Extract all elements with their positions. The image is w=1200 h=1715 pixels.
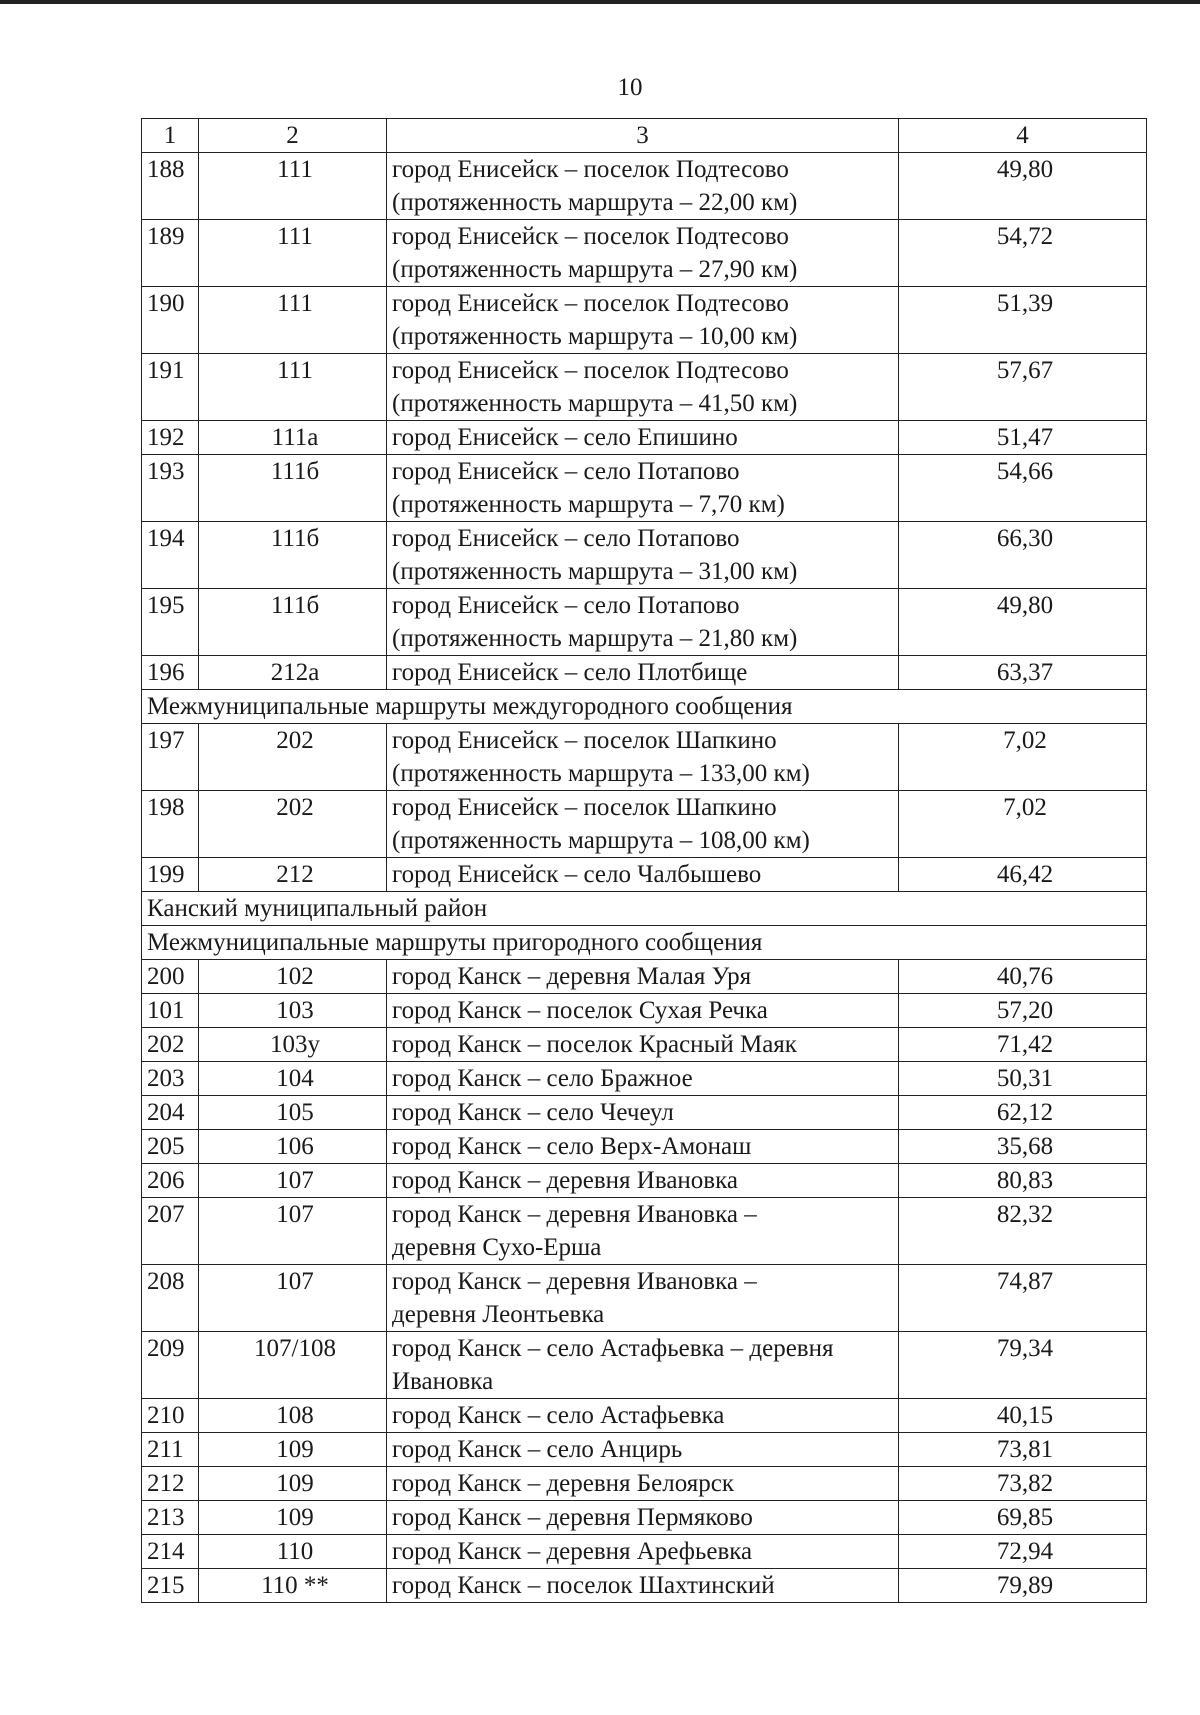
route-number-cell: 110 **	[199, 1569, 387, 1603]
table-row	[142, 1501, 1147, 1535]
table-row	[142, 1096, 1147, 1130]
route-description-line: город Енисейск – поселок Шапкино	[392, 727, 777, 754]
tariff-value-cell: 46,42	[899, 858, 1147, 892]
route-number-cell: 111б	[199, 455, 387, 522]
route-description-line: (протяженность маршрута – 21,80 км)	[392, 625, 798, 652]
route-description-line: город Енисейск – село Потапово	[392, 525, 740, 552]
route-description-cell	[387, 724, 899, 791]
route-description-line: город Канск – деревня Ивановка –	[392, 1268, 757, 1295]
tariff-value-cell: 51,47	[899, 421, 1147, 455]
tariff-value-cell: 71,42	[899, 1028, 1147, 1062]
route-description-line: город Канск – село Астафьевка	[392, 1402, 725, 1429]
row-number-cell: 208	[142, 1265, 199, 1332]
route-description-line: (протяженность маршрута – 41,50 км)	[392, 390, 798, 417]
row-number-cell: 199	[142, 858, 199, 892]
route-description-line: город Енисейск – поселок Подтесово	[392, 223, 789, 250]
route-description-line: город Канск – деревня Белоярск	[392, 1470, 734, 1497]
route-description-cell	[387, 1399, 899, 1433]
row-number-cell: 212	[142, 1467, 199, 1501]
row-number-cell: 193	[142, 455, 199, 522]
route-description-line: город Канск – село Чечеул	[392, 1099, 674, 1126]
route-description-cell	[387, 1164, 899, 1198]
table-row	[142, 724, 1147, 791]
tariff-value-cell: 79,34	[899, 1332, 1147, 1399]
table-row	[142, 1467, 1147, 1501]
tariff-value-cell: 49,80	[899, 589, 1147, 656]
tariff-value-cell: 49,80	[899, 153, 1147, 220]
section-heading: Межмуниципальные маршруты пригородного сообщения	[142, 926, 1147, 960]
route-number-cell: 111б	[199, 522, 387, 589]
table-row	[142, 1062, 1147, 1096]
tariff-value-cell: 35,68	[899, 1130, 1147, 1164]
route-description-cell	[387, 220, 899, 287]
row-number-cell: 215	[142, 1569, 199, 1603]
table-row	[142, 153, 1147, 220]
route-number-cell: 103	[199, 994, 387, 1028]
route-description-cell	[387, 1062, 899, 1096]
route-description-cell	[387, 858, 899, 892]
route-description-line: город Енисейск – село Плотбище	[392, 659, 748, 686]
table-row	[142, 994, 1147, 1028]
route-description-line: (протяженность маршрута – 108,00 км)	[392, 827, 810, 854]
route-description-cell	[387, 354, 899, 421]
table-row	[142, 1535, 1147, 1569]
route-description-line: деревня Леонтьевка	[392, 1301, 605, 1328]
route-number-cell: 108	[199, 1399, 387, 1433]
route-number-cell: 202	[199, 724, 387, 791]
column-header-1: 1	[142, 119, 199, 153]
column-header-4: 4	[899, 119, 1147, 153]
route-description-cell	[387, 994, 899, 1028]
route-description-cell	[387, 455, 899, 522]
route-number-cell: 212	[199, 858, 387, 892]
row-number-cell: 210	[142, 1399, 199, 1433]
table-row	[142, 1569, 1147, 1603]
row-number-cell: 191	[142, 354, 199, 421]
table-row	[142, 656, 1147, 690]
table-row	[142, 421, 1147, 455]
route-description-line: город Канск – село Анцирь	[392, 1436, 683, 1463]
route-description-line: (протяженность маршрута – 7,70 км)	[392, 491, 785, 518]
row-number-cell: 211	[142, 1433, 199, 1467]
route-description-line: город Канск – деревня Пермяково	[392, 1504, 753, 1531]
route-number-cell: 105	[199, 1096, 387, 1130]
route-description-line: город Енисейск – поселок Шапкино	[392, 794, 777, 821]
row-number-cell: 188	[142, 153, 199, 220]
route-description-cell	[387, 1096, 899, 1130]
row-number-cell: 195	[142, 589, 199, 656]
section-heading: Канский муниципальный район	[142, 892, 1147, 926]
row-number-cell: 206	[142, 1164, 199, 1198]
route-number-cell: 111	[199, 287, 387, 354]
route-number-cell: 106	[199, 1130, 387, 1164]
tariff-value-cell: 62,12	[899, 1096, 1147, 1130]
route-description-line: деревня Сухо-Ерша	[392, 1234, 602, 1261]
table-header-row	[142, 119, 1147, 153]
route-description-line: город Енисейск – село Потапово	[392, 458, 740, 485]
route-number-cell: 109	[199, 1433, 387, 1467]
column-header-2: 2	[199, 119, 387, 153]
table-row	[142, 791, 1147, 858]
route-description-line: Ивановка	[392, 1368, 494, 1395]
table-row	[142, 1198, 1147, 1265]
table-row	[142, 1265, 1147, 1332]
row-number-cell: 190	[142, 287, 199, 354]
row-number-cell: 213	[142, 1501, 199, 1535]
row-number-cell: 196	[142, 656, 199, 690]
table-row	[142, 1332, 1147, 1399]
route-number-cell: 111	[199, 220, 387, 287]
table-row	[142, 522, 1147, 589]
tariff-value-cell: 57,20	[899, 994, 1147, 1028]
route-number-cell: 110	[199, 1535, 387, 1569]
route-description-cell	[387, 1535, 899, 1569]
route-description-line: (протяженность маршрута – 31,00 км)	[392, 558, 798, 585]
table-row	[142, 1028, 1147, 1062]
route-description-cell	[387, 522, 899, 589]
route-description-line: город Канск – поселок Красный Маяк	[392, 1031, 797, 1058]
route-description-line: город Канск – село Бражное	[392, 1065, 693, 1092]
route-description-line: (протяженность маршрута – 133,00 км)	[392, 760, 810, 787]
tariff-value-cell: 57,67	[899, 354, 1147, 421]
route-number-cell: 107	[199, 1164, 387, 1198]
route-description-cell	[387, 1467, 899, 1501]
tariff-value-cell: 40,76	[899, 960, 1147, 994]
route-description-line: город Канск – деревня Ивановка	[392, 1167, 738, 1194]
route-number-cell: 107	[199, 1198, 387, 1265]
route-description-line: город Канск – деревня Малая Уря	[392, 963, 752, 990]
row-number-cell: 194	[142, 522, 199, 589]
table-row	[142, 960, 1147, 994]
route-description-cell	[387, 1265, 899, 1332]
table-row	[142, 1130, 1147, 1164]
route-description-line: город Канск – деревня Ивановка –	[392, 1201, 757, 1228]
row-number-cell: 209	[142, 1332, 199, 1399]
row-number-cell: 101	[142, 994, 199, 1028]
tariff-value-cell: 66,30	[899, 522, 1147, 589]
table-row	[142, 1433, 1147, 1467]
row-number-cell: 202	[142, 1028, 199, 1062]
table-row	[142, 1164, 1147, 1198]
tariff-value-cell: 54,66	[899, 455, 1147, 522]
route-description-cell	[387, 791, 899, 858]
section-heading-row	[142, 690, 1147, 724]
route-number-cell: 109	[199, 1501, 387, 1535]
tariff-value-cell: 72,94	[899, 1535, 1147, 1569]
route-number-cell: 109	[199, 1467, 387, 1501]
route-number-cell: 102	[199, 960, 387, 994]
tariff-value-cell: 51,39	[899, 287, 1147, 354]
route-number-cell: 111а	[199, 421, 387, 455]
tariff-value-cell: 80,83	[899, 1164, 1147, 1198]
route-description-cell	[387, 153, 899, 220]
tariff-value-cell: 54,72	[899, 220, 1147, 287]
tariff-value-cell: 50,31	[899, 1062, 1147, 1096]
row-number-cell: 197	[142, 724, 199, 791]
route-description-cell	[387, 287, 899, 354]
route-description-cell	[387, 1501, 899, 1535]
row-number-cell: 205	[142, 1130, 199, 1164]
tariff-value-cell: 73,81	[899, 1433, 1147, 1467]
tariff-value-cell: 73,82	[899, 1467, 1147, 1501]
route-description-line: (протяженность маршрута – 10,00 км)	[392, 323, 798, 350]
table-row	[142, 1399, 1147, 1433]
route-number-cell: 111	[199, 153, 387, 220]
route-number-cell: 111б	[199, 589, 387, 656]
tariff-value-cell: 79,89	[899, 1569, 1147, 1603]
row-number-cell: 214	[142, 1535, 199, 1569]
page-number: 10	[617, 74, 643, 101]
section-heading: Межмуниципальные маршруты междугородного сообщения	[142, 690, 1147, 724]
route-description-cell	[387, 1130, 899, 1164]
route-description-line: город Енисейск – поселок Подтесово	[392, 357, 789, 384]
route-number-cell: 111	[199, 354, 387, 421]
tariff-value-cell: 7,02	[899, 724, 1147, 791]
route-description-cell	[387, 656, 899, 690]
tariff-value-cell: 63,37	[899, 656, 1147, 690]
route-description-cell	[387, 1332, 899, 1399]
route-description-line: город Канск – село Астафьевка – деревня	[392, 1335, 834, 1362]
route-description-line: город Енисейск – село Чалбышево	[392, 861, 762, 888]
route-description-cell	[387, 1028, 899, 1062]
route-description-line: (протяженность маршрута – 22,00 км)	[392, 189, 798, 216]
table-row	[142, 287, 1147, 354]
route-description-line: город Канск – село Верх-Амонаш	[392, 1133, 752, 1160]
route-description-line: город Енисейск – село Епишино	[392, 424, 738, 451]
route-description-line: город Енисейск – поселок Подтесово	[392, 290, 789, 317]
table-row	[142, 589, 1147, 656]
tariff-value-cell: 69,85	[899, 1501, 1147, 1535]
route-number-cell: 212а	[199, 656, 387, 690]
route-description-cell	[387, 1198, 899, 1265]
route-description-line: (протяженность маршрута – 27,90 км)	[392, 256, 798, 283]
route-number-cell: 107	[199, 1265, 387, 1332]
row-number-cell: 189	[142, 220, 199, 287]
route-description-cell	[387, 589, 899, 656]
table-row	[142, 455, 1147, 522]
route-description-cell	[387, 960, 899, 994]
row-number-cell: 192	[142, 421, 199, 455]
tariff-value-cell: 82,32	[899, 1198, 1147, 1265]
top-rule	[0, 0, 1200, 4]
column-header-3: 3	[387, 119, 899, 153]
row-number-cell: 207	[142, 1198, 199, 1265]
table-row	[142, 858, 1147, 892]
route-description-line: город Канск – деревня Арефьевка	[392, 1538, 753, 1565]
route-description-line: город Канск – поселок Шахтинский	[392, 1572, 775, 1599]
route-number-cell: 202	[199, 791, 387, 858]
row-number-cell: 203	[142, 1062, 199, 1096]
tariff-value-cell: 74,87	[899, 1265, 1147, 1332]
route-description-cell	[387, 421, 899, 455]
row-number-cell: 198	[142, 791, 199, 858]
route-description-line: город Енисейск – поселок Подтесово	[392, 156, 789, 183]
table-row	[142, 354, 1147, 421]
row-number-cell: 204	[142, 1096, 199, 1130]
route-number-cell: 104	[199, 1062, 387, 1096]
route-description-line: город Канск – поселок Сухая Речка	[392, 997, 768, 1024]
section-heading-row	[142, 926, 1147, 960]
tariff-value-cell: 40,15	[899, 1399, 1147, 1433]
route-description-cell	[387, 1433, 899, 1467]
tariff-value-cell: 7,02	[899, 791, 1147, 858]
tariff-table	[141, 118, 1147, 1603]
route-number-cell: 107/108	[199, 1332, 387, 1399]
route-number-cell: 103у	[199, 1028, 387, 1062]
route-description-cell	[387, 1569, 899, 1603]
table-row	[142, 220, 1147, 287]
section-heading-row	[142, 892, 1147, 926]
row-number-cell: 200	[142, 960, 199, 994]
route-description-line: город Енисейск – село Потапово	[392, 592, 740, 619]
